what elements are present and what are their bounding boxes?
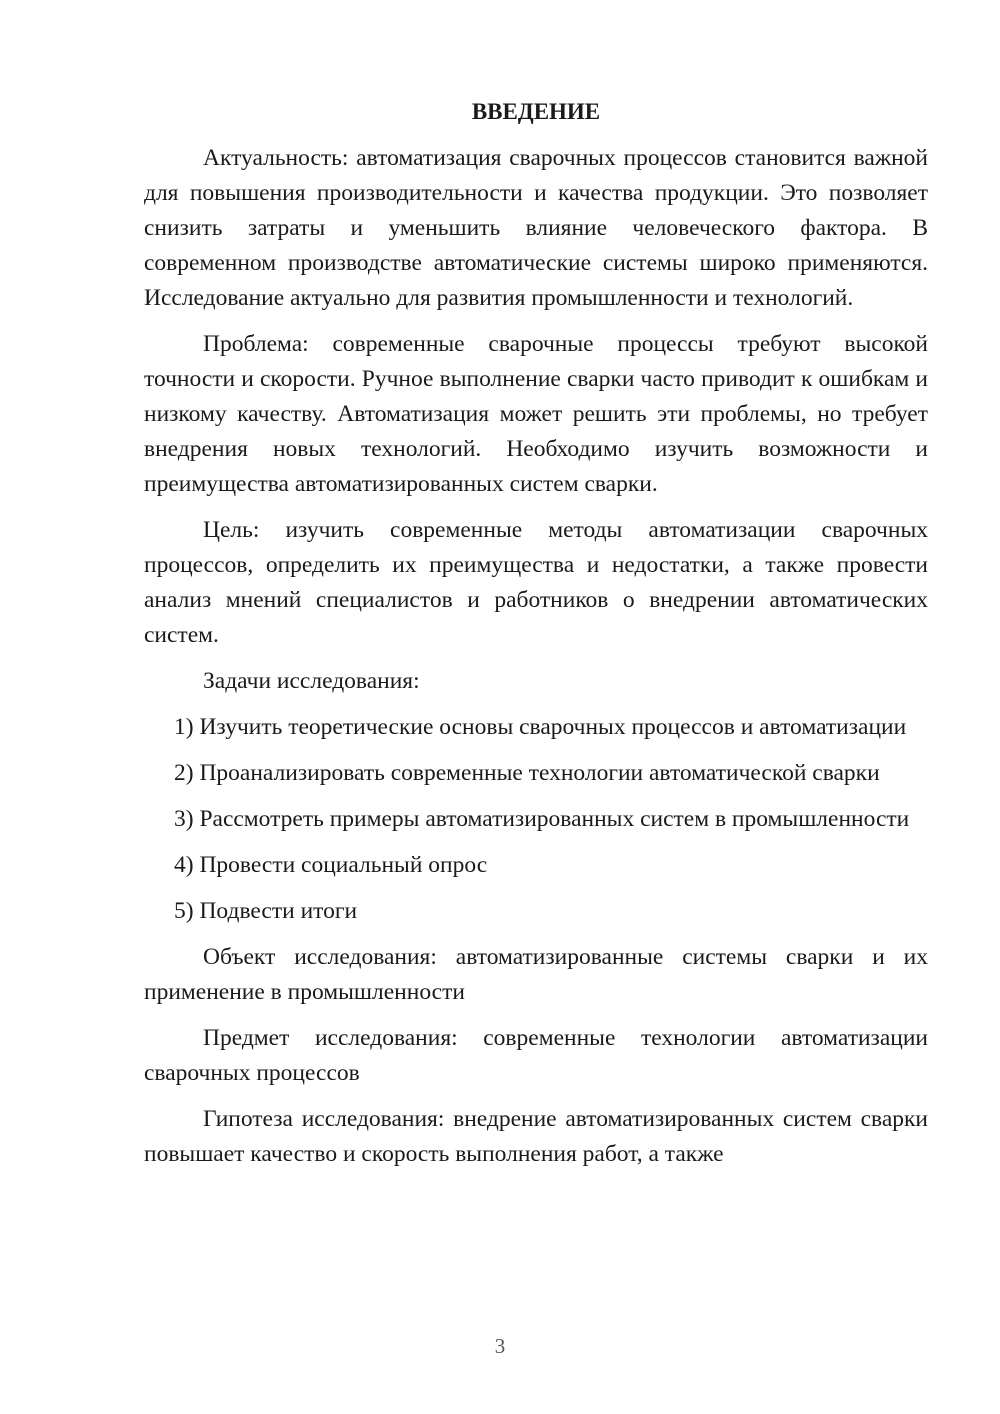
task-item-2: 2) Проанализировать современные технологии автоматической сварки xyxy=(174,760,880,786)
task-item-4: 4) Провести социальный опрос xyxy=(174,852,488,878)
task-item-5: 5) Подвести итоги xyxy=(174,898,358,924)
page-content xyxy=(144,94,928,1183)
paragraph-problem: Проблема: современные сварочные процессы требуют высокой точности и скорости. Ручное выполнение сварки часто приводит к ошибкам и низкому качеству. Автоматизация может решить эти проблемы, но требует внедрения новых технологий. Необходимо изучить возможности и преимущества автоматизированных систем сварки. xyxy=(144,331,928,497)
paragraph-hypothesis: Гипотеза исследования: внедрение автоматизированных систем сварки повышает качество и скорость выполнения работ, а также xyxy=(144,1106,928,1167)
paragraph-object: Объект исследования: автоматизированные системы сварки и их применение в промышленности xyxy=(144,944,928,1005)
tasks-heading: Задачи исследования: xyxy=(203,668,420,694)
paragraph-relevance: Актуальность: автоматизация сварочных процессов становится важной для повышения производительности и качества продукции. Это позволяет снизить затраты и уменьшить влияние человеческого фактора. В современном производстве автоматические системы широко применяются. Исследование актуально для развития промышленности и технологий. xyxy=(144,145,928,311)
paragraph-subject: Предмет исследования: современные технологии автоматизации сварочных процессов xyxy=(144,1025,928,1086)
task-item-1: 1) Изучить теоретические основы сварочных процессов и автоматизации xyxy=(174,714,907,740)
task-item-3: 3) Рассмотреть примеры автоматизированных систем в промышленности xyxy=(174,806,910,832)
page-number: 3 xyxy=(494,1334,506,1358)
page-title: ВВЕДЕНИЕ xyxy=(471,99,601,124)
paragraph-goal: Цель: изучить современные методы автоматизации сварочных процессов, определить их преимущества и недостатки, а также провести анализ мнений специалистов и работников о внедрении автоматических систем. xyxy=(144,517,928,648)
